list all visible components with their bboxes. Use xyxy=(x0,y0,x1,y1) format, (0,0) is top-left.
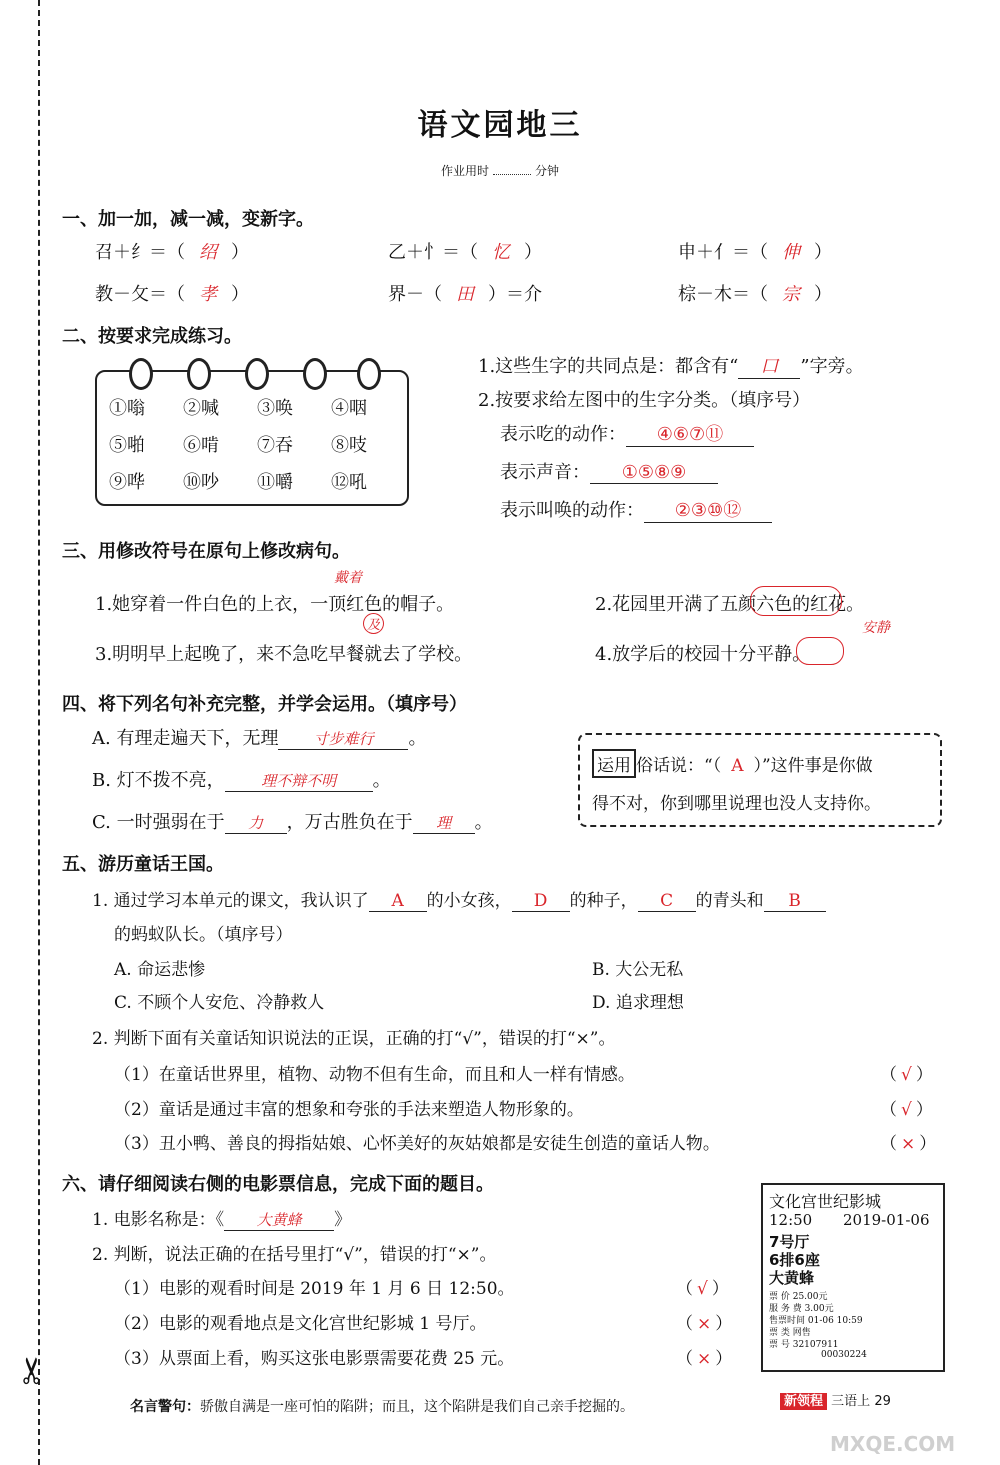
char-item: ②喊 xyxy=(183,398,219,419)
s5-judge-1: （1）在童话世界里，植物、动物不但有生命，而且和人一样有情感。 xyxy=(114,1065,635,1085)
s3-fix-1: 戴着 xyxy=(334,570,362,586)
ring-icon xyxy=(245,358,269,390)
s5-q2: 2. 判断下面有关童话知识说法的正误，正确的打“√”，错误的打“×”。 xyxy=(92,1029,616,1049)
s3-q3: 3.明明早上起晚了，来不急吃早餐就去了学校。 xyxy=(95,644,473,665)
s4-c: C. 一时强弱在于 力 ，万古胜负在于 理 。 xyxy=(92,812,493,833)
s3-q1: 1.她穿着一件白色的上衣，一顶红色的帽子。 xyxy=(95,594,455,615)
s4-b: B. 灯不拨不亮， 理不辩不明 。 xyxy=(92,770,391,791)
ticket-code: 00030224 xyxy=(821,1350,867,1360)
s5-judge-1-answer: （ √ ） xyxy=(880,1065,933,1085)
ticket-row: 票 价 25.00元 xyxy=(769,1292,828,1302)
s6-judge-3: （3）从票面上看，购买这张电影票需要花费 25 元。 xyxy=(114,1349,515,1369)
ticket-row: 票 号 32107911 xyxy=(769,1340,839,1350)
s1-item-1: 召＋纟＝（ 绍 ） xyxy=(95,242,249,263)
s5-opt-c: C. 不顾个人安危、冷静救人 xyxy=(114,993,325,1013)
s3-replace-mark xyxy=(796,637,844,665)
s2-q1: 1.这些生字的共同点是：都含有“ 口 ”字旁。 xyxy=(478,352,864,379)
s3-delete-mark xyxy=(750,586,842,616)
ring-icon xyxy=(303,358,327,390)
scissors-icon: ✂ xyxy=(12,1355,54,1386)
s6-judge-3-answer: （ × ） xyxy=(676,1349,733,1369)
time-blank[interactable] xyxy=(493,174,531,175)
page-title: 语文园地三 xyxy=(417,108,583,143)
char-item: ⑨哗 xyxy=(109,472,145,493)
section-2-heading: 二、按要求完成练习。 xyxy=(62,326,242,347)
watermark: MXQE.COM xyxy=(830,1432,956,1456)
s5-judge-2: （2）童话是通过丰富的想象和夸张的手法来塑造人物形象的。 xyxy=(114,1100,584,1120)
s5-opt-b: B. 大公无私 xyxy=(592,960,684,980)
footer-brand: 新领程 三语上 29 xyxy=(780,1390,891,1409)
usage-box: 运用 俗话说：“（ A ）”这件事是你做 得不对，你到哪里说理也没人支持你。 xyxy=(578,733,942,827)
ticket-row: 票 类 网售 xyxy=(769,1328,811,1338)
s6-judge-1: （1）电影的观看时间是 2019 年 1 月 6 日 12:50。 xyxy=(114,1279,515,1299)
char-item: ⑩吵 xyxy=(183,472,219,493)
s5-judge-2-answer: （ √ ） xyxy=(880,1100,933,1120)
section-1-heading: 一、加一加，减一减，变新字。 xyxy=(62,209,314,230)
s6-q1: 1. 电影名称是：《 大黄蜂 》 xyxy=(92,1210,352,1230)
char-item: ③唤 xyxy=(257,398,293,419)
s1-item-3: 申＋亻＝（ 伸 ） xyxy=(678,242,832,263)
s3-fix-3: 及 xyxy=(363,613,384,634)
ring-icon xyxy=(357,358,381,390)
ring-icon xyxy=(187,358,211,390)
section-4-heading: 四、将下列名句补充完整，并学会运用。（填序号） xyxy=(62,694,467,715)
s6-judge-1-answer: （ √ ） xyxy=(676,1279,729,1299)
s4-a: A. 有理走遍天下，无理 寸步难行 。 xyxy=(92,728,427,749)
s6-q2: 2. 判断，说法正确的在括号里打“√”，错误的打“×”。 xyxy=(92,1245,497,1265)
ticket-date: 2019-01-06 xyxy=(843,1211,930,1229)
s2-q2: 2.按要求给左图中的生字分类。（填序号） xyxy=(478,390,811,411)
s1-item-4: 教－攵＝（ 孝 ） xyxy=(95,284,249,305)
s5-judge-3: （3）丑小鸭、善良的拇指姑娘、心怀美好的灰姑娘都是安徒生创造的童话人物。 xyxy=(114,1134,720,1154)
ticket-seat: 6排6座 xyxy=(769,1251,820,1269)
ticket-time: 12:50 xyxy=(769,1211,813,1229)
char-item: ④咽 xyxy=(331,398,367,419)
char-item: ⑪嚼 xyxy=(257,472,293,493)
character-card xyxy=(95,370,409,506)
footer-quote: 名言警句：骄傲自满是一座可怕的陷阱；而且，这个陷阱是我们自己亲手挖掘的。 xyxy=(130,1399,634,1415)
s2-call: 表示叫唤的动作： ②③⑩⑫ xyxy=(500,496,772,523)
section-3-heading: 三、用修改符号在原句上修改病句。 xyxy=(62,541,350,562)
ticket-row: 服 务 费 3.00元 xyxy=(769,1304,834,1314)
s1-item-2: 乙＋忄＝（ 忆 ） xyxy=(388,242,542,263)
section-5-heading: 五、游历童话王国。 xyxy=(62,854,224,875)
ring-icon xyxy=(129,358,153,390)
section-6-heading: 六、请仔细阅读右侧的电影票信息，完成下面的题目。 xyxy=(62,1174,494,1195)
character-grid xyxy=(109,394,405,494)
s3-fix-4: 安静 xyxy=(862,620,890,636)
ticket-movie: 大黄蜂 xyxy=(769,1269,815,1287)
ticket-row: 售票时间 01-06 10:59 xyxy=(769,1316,863,1326)
s1-item-5: 界－（ 田 ）＝介 xyxy=(388,284,542,305)
cut-line xyxy=(38,0,40,1465)
s5-q1-line1: 1. 通过学习本单元的课文，我认识了 A 的小女孩， D 的种子， C 的青头和 B xyxy=(92,886,826,912)
homework-time: 作业用时 分钟 xyxy=(440,164,560,178)
s3-q2: 2.花园里开满了五颜六色的红花。 xyxy=(595,594,865,615)
movie-ticket xyxy=(761,1183,945,1372)
s3-q4: 4.放学后的校园十分平静。 xyxy=(595,644,811,665)
s5-judge-3-answer: （ × ） xyxy=(880,1134,937,1154)
usage-tag: 运用 xyxy=(592,749,636,778)
char-item: ⑫吼 xyxy=(331,472,367,493)
ticket-hall: 7号厅 xyxy=(769,1233,810,1251)
s5-opt-d: D. 追求理想 xyxy=(592,993,684,1013)
s2-sound: 表示声音： ①⑤⑧⑨ xyxy=(500,458,718,484)
char-item: ⑦吞 xyxy=(257,435,293,456)
s5-opt-a: A. 命运悲惨 xyxy=(114,960,206,980)
ticket-cinema: 文化宫世纪影城 xyxy=(769,1192,882,1211)
s6-judge-2: （2）电影的观看地点是文化宫世纪影城 1 号厅。 xyxy=(114,1314,487,1334)
s2-eat: 表示吃的动作： ④⑥⑦⑪ xyxy=(500,420,754,447)
s5-q1-line2: 的蚂蚁队长。（填序号） xyxy=(114,925,293,945)
s1-item-6: 棕－木＝（ 宗 ） xyxy=(678,284,832,305)
char-item: ①嗡 xyxy=(109,398,145,419)
s6-judge-2-answer: （ × ） xyxy=(676,1314,733,1334)
char-item: ⑤啪 xyxy=(109,435,145,456)
char-item: ⑥啃 xyxy=(183,435,219,456)
char-item: ⑧吱 xyxy=(331,435,367,456)
